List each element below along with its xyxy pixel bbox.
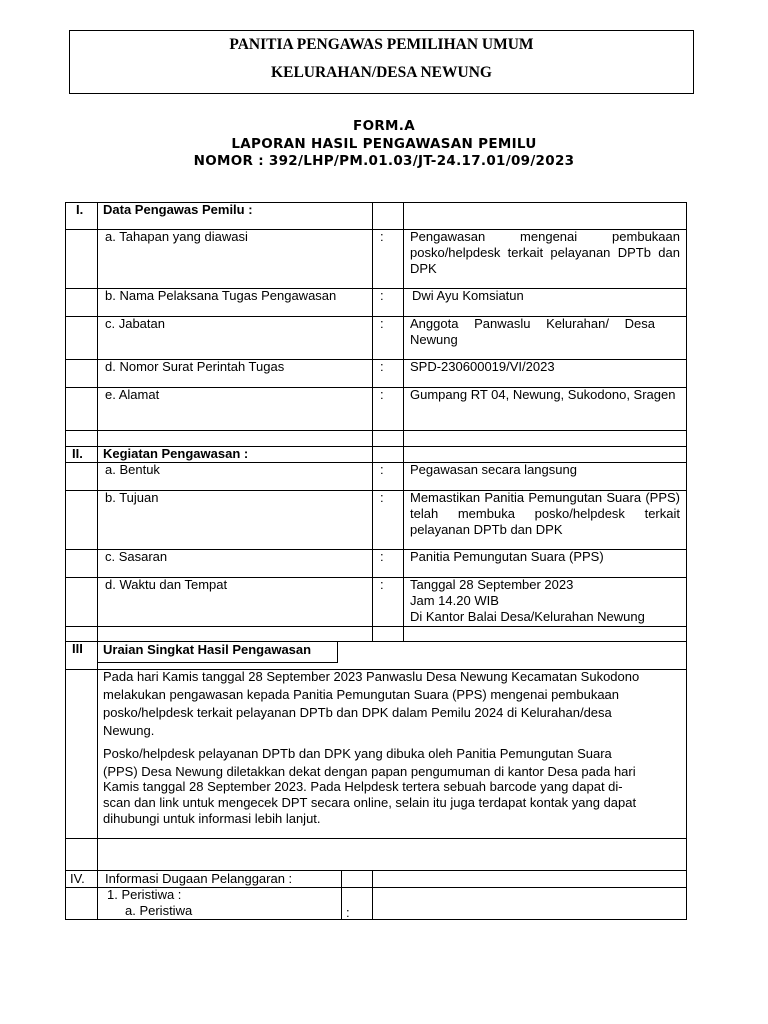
row-sasaran-colon: : [380,549,384,564]
summary-p2-line-4: scan dan link untuk mengecek DPT secara online, selain itu juga terdapat kontak yang dapat [103,795,637,810]
row-tujuan-label: b. Tujuan [105,490,159,505]
form-code: FORM.A [353,118,415,134]
form-title: LAPORAN HASIL PENGAWASAN PEMILU [231,136,537,152]
row-nomor-label: d. Nomor Surat Perintah Tugas [105,359,285,374]
section-3-number: III [72,641,83,656]
row-alamat-label: e. Alamat [105,387,160,402]
section-4-title: Informasi Dugaan Pelanggaran : [105,871,293,886]
row-tujuan-value: Memastikan Panitia Pemungutan Suara (PPS) telah membuka posko/helpdesk terkait pelayanan DPTb dan DPK [410,490,680,537]
summary-p2-line-3: Kamis tanggal 28 September 2023. Pada Helpdesk tertera sebuah barcode yang dapat di- [103,779,623,794]
row-jabatan-value: Anggota Panwaslu Kelurahan/ Desa Newung [410,316,655,347]
section-3-title: Uraian Singkat Hasil Pengawasan [103,642,312,657]
section-4-item-1a-colon: : [346,905,350,920]
row-nomor-value: SPD-230600019/VI/2023 [410,359,555,374]
summary-p1-line-2: melakukan pengawasan kepada Panitia Pemungutan Suara (PPS) mengenai pembukaan [103,687,620,702]
row-sasaran-value: Panitia Pemungutan Suara (PPS) [410,549,604,564]
summary-p1-line-4: Newung. [103,723,155,738]
section-4-number: IV. [70,871,85,886]
form-number: NOMOR : 392/LHP/PM.01.03/JT-24.17.01/09/2023 [193,153,575,169]
section-2-title: Kegiatan Pengawasan : [103,446,249,461]
section-4-item-1: 1. Peristiwa : [107,887,182,902]
row-waktu-colon: : [380,577,384,592]
row-bentuk-label: a. Bentuk [105,462,160,477]
row-alamat-value: Gumpang RT 04, Newung, Sukodono, Sragen [410,387,676,402]
summary-p2-line-2: (PPS) Desa Newung diletakkan dekat dengan papan pengumuman di kantor Desa pada hari [103,764,636,779]
row-tahapan-label: a. Tahapan yang diawasi [105,229,248,244]
summary-p2-line-5: dihubungi untuk informasi lebih lanjut. [103,811,321,826]
row-waktu-label: d. Waktu dan Tempat [105,577,228,592]
section-1-title: Data Pengawas Pemilu : [103,202,253,217]
summary-p1-line-1: Pada hari Kamis tanggal 28 September 2023 Panwaslu Desa Newung Kecamatan Sukodono [103,669,640,684]
section-4-item-1a: a. Peristiwa [125,903,193,918]
row-waktu-value-line-2: Jam 14.20 WIB [410,593,499,608]
row-jabatan-colon: : [380,316,384,331]
row-bentuk-value: Pegawasan secara langsung [410,462,577,477]
row-nomor-colon: : [380,359,384,374]
row-nama-value: Dwi Ayu Komsiatun [412,288,524,303]
row-jabatan-label: c. Jabatan [105,316,165,331]
row-waktu-value-line-1: Tanggal 28 September 2023 [410,577,574,592]
row-nama-colon: : [380,288,384,303]
section-2-number: II. [72,446,83,461]
header-line-2: KELURAHAN/DESA NEWUNG [271,64,492,81]
header-line-1: PANITIA PENGAWAS PEMILIHAN UMUM [229,36,534,53]
row-bentuk-colon: : [380,462,384,477]
summary-p2-line-1: Posko/helpdesk pelayanan DPTb dan DPK yang dibuka oleh Panitia Pemungutan Suara [103,746,612,761]
row-sasaran-label: c. Sasaran [105,549,168,564]
row-tujuan-colon: : [380,490,384,505]
row-tahapan-value: Pengawasan mengenai pembukaan posko/helpdesk terkait pelayanan DPTb dan DPK [410,229,680,276]
summary-p1-line-3: posko/helpdesk terkait pelayanan DPTb dan DPK dalam Pemilu 2024 di Kelurahan/desa [103,705,612,720]
row-waktu-value-line-3: Di Kantor Balai Desa/Kelurahan Newung [410,609,645,624]
header-box [69,30,694,94]
section-1-number: I. [76,202,84,217]
row-tahapan-colon: : [380,229,384,244]
row-nama-label: b. Nama Pelaksana Tugas Pengawasan [105,288,337,303]
row-alamat-colon: : [380,387,384,402]
